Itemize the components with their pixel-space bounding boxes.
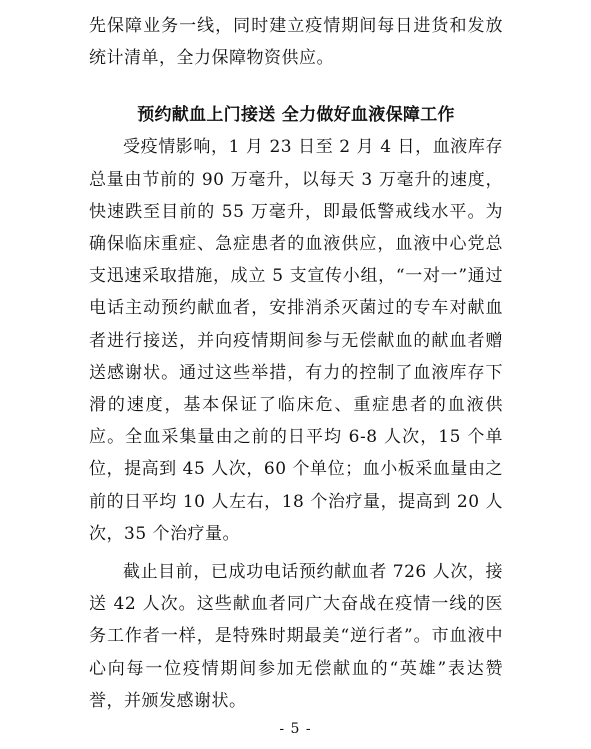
section-title: 预约献血上门接送 全力做好血液保障工作: [137, 105, 455, 126]
page-number: - 5 -: [279, 721, 312, 737]
lead-paragraph: 先保障业务一线，同时建立疫情期间每日进货和发放统计清单，全力保障物资供应。: [89, 16, 503, 69]
body-paragraph-1: 受疫情影响，1 月 23 日至 2 月 4 日，血液库存总量由节前的 90 万毫升，以每天 3 万毫升的速度，快速跌至目前的 55 万毫升，即最低警戒线水平。为确保临床重症、急症患者的血液供应，血液中心党总支迅速采取措施，成立 5 支宣传小组，“一对一”通过电话主动预约献血者，安排消杀灭菌过的专车对献血者进行接送，并向疫情期间参与无偿献血的献血者赠送感谢状。通过这些举措，有力的控制了血液库存下滑的速度，基本保证了临床危、重症患者的血液供应。全血采集量由之前的日平均 6-8 人次，15 个单位，提高到 45 人次，60 个单位；血小板采血量由之前的日平均 10 人左右，18 个治疗量，提高到 20 人次，35 个治疗量。: [89, 137, 503, 544]
body-paragraph-2: 截止目前，已成功电话预约献血者 726 人次，接送 42 人次。这些献血者同广大奋战在疫情一线的医务工作者一样，是特殊时期最美“逆行者”。市血液中心向每一位疫情期间参加无偿献血的“英雄”表达赞誉，并颁发感谢状。: [89, 562, 503, 711]
